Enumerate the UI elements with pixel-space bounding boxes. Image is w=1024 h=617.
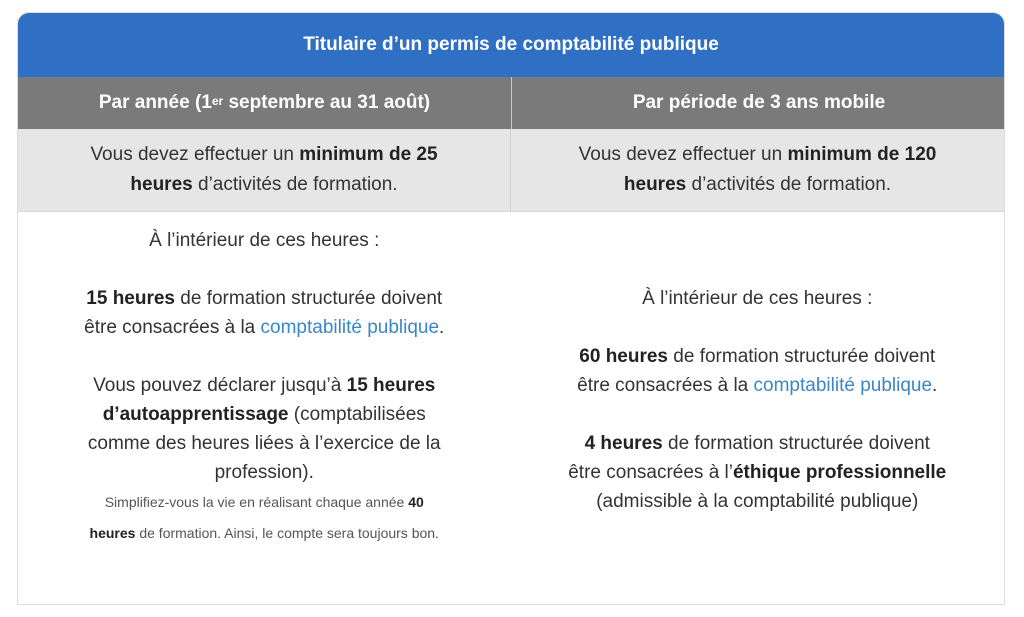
details-annual-self-study-bold: d’autoapprentissage	[102, 404, 289, 425]
details-three-year-intro: À l’intérieur de ces heures :	[642, 288, 873, 309]
details-annual-note	[18, 487, 511, 549]
table-title-text: Titulaire d’un permis de comptabilité publique	[303, 34, 719, 55]
details-annual-self-study	[18, 371, 511, 487]
column-header-annual-pre: Par année (1	[98, 92, 212, 113]
details-three-year-structured-end: .	[932, 375, 938, 396]
column-header-row	[18, 77, 1004, 129]
details-three-year-ethics-hours: 4 heures	[584, 433, 663, 454]
minimum-annual-cell	[18, 129, 511, 211]
column-header-three-year-text: Par période de 3 ans mobile	[632, 92, 886, 113]
details-three-year-ethics-bold: éthique professionnelle	[732, 462, 947, 483]
minimum-three-year-cell	[511, 129, 1004, 211]
column-header-three-year	[512, 77, 1005, 129]
details-annual-intro: À l’intérieur de ces heures :	[149, 230, 380, 251]
details-annual-structured-text2: être consacrées à la	[84, 317, 261, 338]
details-annual-cell	[18, 212, 511, 605]
public-accounting-link[interactable]: comptabilité publique	[260, 317, 440, 338]
details-three-year-structured	[511, 342, 1005, 400]
details-annual-note-bold2: heures	[89, 525, 136, 541]
minimum-three-year-bold1: minimum de 120	[787, 144, 937, 165]
details-annual-self-study-text2: (comptabilisées	[288, 404, 426, 425]
column-header-annual-post: septembre au 31 août)	[223, 92, 431, 113]
details-row	[18, 212, 1004, 605]
details-annual-self-study-text3: comme des heures liées à l’exercice de la	[87, 433, 441, 454]
details-annual-self-study-hours: 15 heures	[346, 375, 436, 396]
column-header-annual	[18, 77, 512, 129]
details-annual-structured-hours: 15 heures	[86, 288, 176, 309]
details-three-year-cell	[511, 212, 1005, 605]
details-three-year-ethics-text2: être consacrées à l’	[568, 462, 733, 483]
minimum-annual-post: d’activités de formation.	[192, 174, 398, 195]
column-header-annual-sup: er	[211, 94, 224, 108]
minimum-three-year-pre: Vous devez effectuer un	[578, 144, 788, 165]
details-three-year-ethics	[511, 429, 1005, 516]
details-three-year-structured-text2: être consacrées à la	[577, 375, 754, 396]
public-accounting-link[interactable]: comptabilité publique	[753, 375, 933, 396]
minimum-annual-bold1: minimum de 25	[299, 144, 438, 165]
details-annual-self-study-text4: profession).	[214, 462, 314, 483]
minimum-annual-pre: Vous devez effectuer un	[90, 144, 300, 165]
minimum-three-year-post: d’activités de formation.	[686, 174, 892, 195]
minimum-annual-bold2: heures	[130, 174, 193, 195]
details-three-year-structured-text1: de formation structurée doivent	[668, 346, 936, 367]
details-annual-note-text2: de formation. Ainsi, le compte sera toujours bon.	[135, 525, 439, 541]
details-three-year-ethics-text3: (admissible à la comptabilité publique)	[596, 491, 919, 512]
details-annual-structured-end: .	[439, 317, 445, 338]
details-annual-note-bold1: 40	[408, 494, 424, 510]
details-annual-structured	[18, 284, 511, 342]
table-title	[18, 13, 1004, 77]
training-requirements-table	[17, 12, 1005, 605]
details-three-year-ethics-text1: de formation structurée doivent	[662, 433, 930, 454]
minimum-three-year-text	[579, 140, 937, 200]
details-annual-self-study-text1: Vous pouvez déclarer jusqu’à	[93, 375, 347, 396]
minimum-annual-text	[90, 140, 437, 200]
minimum-three-year-bold2: heures	[623, 174, 687, 195]
minimum-row	[18, 129, 1004, 212]
details-three-year-structured-hours: 60 heures	[579, 346, 669, 367]
details-annual-note-text1: Simplifiez-vous la vie en réalisant chaque année	[104, 494, 409, 510]
details-annual-structured-text1: de formation structurée doivent	[175, 288, 443, 309]
